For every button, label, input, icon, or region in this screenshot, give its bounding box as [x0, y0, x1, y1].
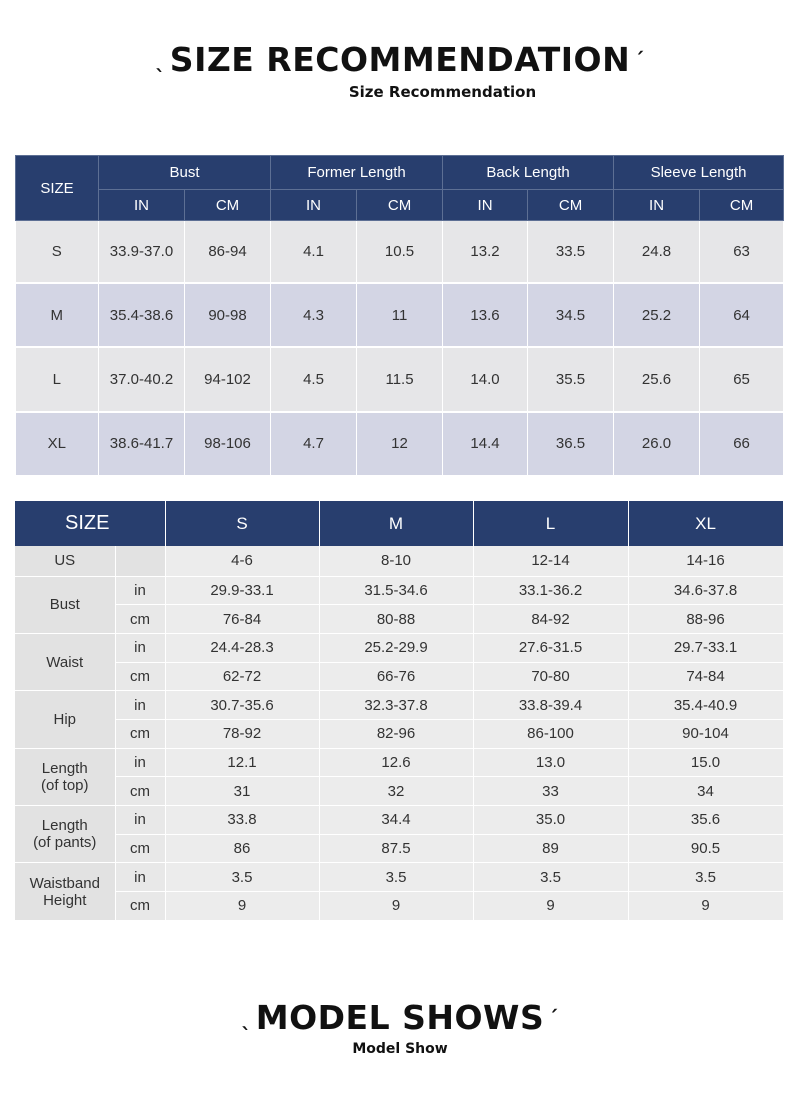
- value-cell: 80-88: [319, 605, 473, 634]
- value-cell: 34.4: [319, 806, 473, 835]
- size-cell: S: [16, 221, 99, 284]
- heading-subtitle: Size Recommendation: [348, 83, 537, 101]
- unit-cell: in: [115, 691, 165, 720]
- value-cell: 27.6-31.5: [473, 633, 628, 662]
- heading-subtitle: Model Show: [352, 1041, 448, 1057]
- unit-header: CM: [528, 190, 614, 221]
- unit-cell: cm: [115, 662, 165, 691]
- size-column-header: M: [319, 501, 473, 546]
- size-column-header: XL: [628, 501, 783, 546]
- measure-label-line: Height: [43, 891, 87, 909]
- size-header: SIZE: [15, 501, 165, 546]
- measure-label: [15, 863, 115, 920]
- us-value: 8-10: [319, 546, 473, 576]
- value-cell: 86: [165, 834, 319, 863]
- value-cell: 9: [473, 892, 628, 921]
- value-cell: 12.1: [165, 748, 319, 777]
- unit-header: IN: [443, 190, 528, 221]
- value-cell: 35.4-40.9: [628, 691, 783, 720]
- value-cell: 84-92: [473, 605, 628, 634]
- value-cell: 3.5: [473, 863, 628, 892]
- group-header: Back Length: [443, 156, 614, 190]
- left-accent-icon: ˎ: [155, 47, 166, 72]
- value-cell: 24.8: [614, 221, 700, 284]
- value-cell: 33: [473, 777, 628, 806]
- value-cell: 63: [700, 221, 784, 284]
- value-cell: 12: [357, 412, 443, 476]
- value-cell: 4.3: [271, 283, 357, 347]
- value-cell: 76-84: [165, 605, 319, 634]
- value-cell: 12.6: [319, 748, 473, 777]
- measure-label-line: (of top): [40, 776, 89, 794]
- measure-label: [15, 633, 115, 690]
- heading-title-row: [155, 40, 644, 79]
- value-cell: 70-80: [473, 662, 628, 691]
- right-accent-icon: ˊ: [548, 1005, 559, 1030]
- value-cell: 11.5: [357, 347, 443, 411]
- value-cell: 9: [165, 892, 319, 921]
- value-cell: 66-76: [319, 662, 473, 691]
- value-cell: 35.0: [473, 806, 628, 835]
- value-cell: 38.6-41.7: [99, 412, 185, 476]
- value-cell: 4.5: [271, 347, 357, 411]
- size-cell: XL: [16, 412, 99, 476]
- unit-header: IN: [99, 190, 185, 221]
- group-header: Former Length: [271, 156, 443, 190]
- value-cell: 90.5: [628, 834, 783, 863]
- value-cell: 33.8-39.4: [473, 691, 628, 720]
- table-row: [16, 221, 784, 284]
- value-cell: 24.4-28.3: [165, 633, 319, 662]
- measure-label-line: Length: [41, 759, 88, 777]
- value-cell: 65: [700, 347, 784, 411]
- left-accent-icon: ˎ: [241, 1005, 252, 1030]
- value-cell: 35.4-38.6: [99, 283, 185, 347]
- value-cell: 9: [319, 892, 473, 921]
- table-row: [15, 605, 783, 634]
- value-cell: 33.8: [165, 806, 319, 835]
- size-column-header: S: [165, 501, 319, 546]
- value-cell: 37.0-40.2: [99, 347, 185, 411]
- value-cell: 35.6: [628, 806, 783, 835]
- measure-label: [15, 748, 115, 805]
- us-label: US: [15, 546, 115, 576]
- value-cell: 33.5: [528, 221, 614, 284]
- measure-label-line: Waistband: [29, 874, 100, 892]
- value-cell: 4.7: [271, 412, 357, 476]
- value-cell: 74-84: [628, 662, 783, 691]
- unit-header: IN: [271, 190, 357, 221]
- heading-title: SIZE RECOMMENDATION: [169, 40, 631, 79]
- value-cell: 4.1: [271, 221, 357, 284]
- table-row: [16, 283, 784, 347]
- value-cell: 29.7-33.1: [628, 633, 783, 662]
- value-cell: 32: [319, 777, 473, 806]
- value-cell: 25.6: [614, 347, 700, 411]
- value-cell: 89: [473, 834, 628, 863]
- value-cell: 13.0: [473, 748, 628, 777]
- us-value: 14-16: [628, 546, 783, 576]
- value-cell: 14.4: [443, 412, 528, 476]
- value-cell: 3.5: [165, 863, 319, 892]
- table-row: [15, 576, 783, 605]
- table-row: [15, 777, 783, 806]
- value-cell: 86-100: [473, 719, 628, 748]
- table-row: [15, 719, 783, 748]
- heading-title-row: [241, 998, 558, 1037]
- value-cell: 31: [165, 777, 319, 806]
- table-row: [15, 691, 783, 720]
- value-cell: 34.5: [528, 283, 614, 347]
- value-cell: 31.5-34.6: [319, 576, 473, 605]
- us-value: 4-6: [165, 546, 319, 576]
- value-cell: 34.6-37.8: [628, 576, 783, 605]
- size-column-header: L: [473, 501, 628, 546]
- measure-label-line: Length: [41, 817, 88, 835]
- unit-cell: in: [115, 633, 165, 662]
- value-cell: 88-96: [628, 605, 783, 634]
- right-accent-icon: ˊ: [634, 47, 645, 72]
- group-header: Bust: [99, 156, 271, 190]
- unit-header: CM: [185, 190, 271, 221]
- size-recommendation-heading: [0, 40, 800, 101]
- value-cell: 13.6: [443, 283, 528, 347]
- value-cell: 87.5: [319, 834, 473, 863]
- unit-cell: in: [115, 748, 165, 777]
- value-cell: 26.0: [614, 412, 700, 476]
- table-row: [16, 347, 784, 411]
- size-cell: L: [16, 347, 99, 411]
- value-cell: 15.0: [628, 748, 783, 777]
- value-cell: 33.1-36.2: [473, 576, 628, 605]
- model-shows-heading: [0, 998, 800, 1057]
- value-cell: 78-92: [165, 719, 319, 748]
- table-row: [16, 412, 784, 476]
- value-cell: 64: [700, 283, 784, 347]
- value-cell: 13.2: [443, 221, 528, 284]
- unit-header: CM: [357, 190, 443, 221]
- value-cell: 94-102: [185, 347, 271, 411]
- value-cell: 3.5: [628, 863, 783, 892]
- unit-header: CM: [700, 190, 784, 221]
- value-cell: 90-104: [628, 719, 783, 748]
- unit-cell: cm: [115, 834, 165, 863]
- measure-label-line: (of pants): [33, 834, 97, 852]
- table-row: [15, 834, 783, 863]
- value-cell: 36.5: [528, 412, 614, 476]
- table-row: [15, 863, 783, 892]
- table-row: [15, 892, 783, 921]
- value-cell: 3.5: [319, 863, 473, 892]
- measure-label-line: Waist: [46, 653, 84, 671]
- value-cell: 25.2: [614, 283, 700, 347]
- unit-cell: in: [115, 576, 165, 605]
- value-cell: 11: [357, 283, 443, 347]
- value-cell: 14.0: [443, 347, 528, 411]
- value-cell: 30.7-35.6: [165, 691, 319, 720]
- table-row: [15, 806, 783, 835]
- value-cell: 98-106: [185, 412, 271, 476]
- measure-label: [15, 576, 115, 633]
- value-cell: 35.5: [528, 347, 614, 411]
- us-value: 12-14: [473, 546, 628, 576]
- size-chart-top: [15, 155, 784, 477]
- value-cell: 62-72: [165, 662, 319, 691]
- us-blank-cell: [115, 546, 165, 576]
- value-cell: 82-96: [319, 719, 473, 748]
- unit-header: IN: [614, 190, 700, 221]
- measure-label: [15, 691, 115, 748]
- table-row: [15, 662, 783, 691]
- unit-cell: cm: [115, 719, 165, 748]
- unit-cell: cm: [115, 605, 165, 634]
- table-row: [15, 633, 783, 662]
- unit-cell: cm: [115, 892, 165, 921]
- table-row: [15, 748, 783, 777]
- unit-cell: in: [115, 863, 165, 892]
- value-cell: 25.2-29.9: [319, 633, 473, 662]
- value-cell: 29.9-33.1: [165, 576, 319, 605]
- value-cell: 90-98: [185, 283, 271, 347]
- measure-label: [15, 806, 115, 863]
- unit-cell: in: [115, 806, 165, 835]
- value-cell: 33.9-37.0: [99, 221, 185, 284]
- size-chart-bottom: [15, 501, 784, 921]
- heading-title: MODEL SHOWS: [255, 998, 545, 1037]
- value-cell: 10.5: [357, 221, 443, 284]
- size-cell: M: [16, 283, 99, 347]
- value-cell: 66: [700, 412, 784, 476]
- value-cell: 32.3-37.8: [319, 691, 473, 720]
- value-cell: 34: [628, 777, 783, 806]
- unit-cell: cm: [115, 777, 165, 806]
- group-header: Sleeve Length: [614, 156, 784, 190]
- value-cell: 86-94: [185, 221, 271, 284]
- measure-label-line: Hip: [53, 710, 76, 728]
- measure-label-line: Bust: [49, 596, 80, 614]
- size-header: SIZE: [16, 156, 99, 221]
- value-cell: 9: [628, 892, 783, 921]
